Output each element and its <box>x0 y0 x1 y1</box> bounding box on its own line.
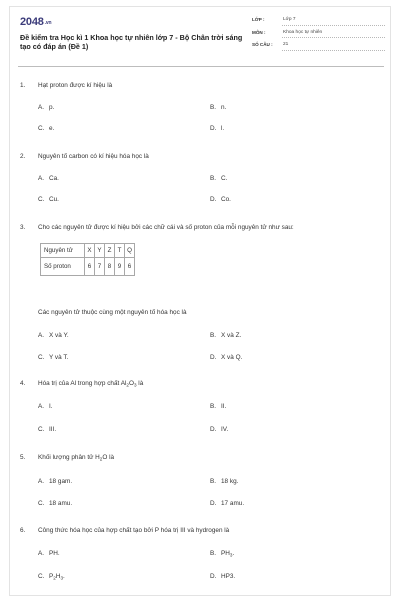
meta-key: MÔN : <box>252 29 266 35</box>
document-header <box>20 14 385 64</box>
meta-key: SỐ CÂU : <box>252 42 273 47</box>
header-divider <box>18 66 384 67</box>
table-cell: 7 <box>95 258 105 276</box>
question-number: 6. <box>20 527 26 534</box>
table-cell: Z <box>105 244 115 258</box>
table-cell: 6 <box>125 258 135 276</box>
meta-row-subject <box>252 28 385 41</box>
meta-row-question-count <box>252 40 385 53</box>
table-cell: X <box>85 244 95 258</box>
option-c[interactable]: C. III. <box>38 426 57 433</box>
table-cell: T <box>115 244 125 258</box>
option-a[interactable]: A. Ca. <box>38 175 59 182</box>
option-a[interactable]: A. I. <box>38 403 53 410</box>
question-text: Cho các nguyên tử được kí hiệu bởi các chữ cái và số proton của mỗi nguyên tử như sau: <box>38 224 294 231</box>
question-number: 2. <box>20 153 26 160</box>
meta-value: 21 <box>282 42 385 51</box>
option-c[interactable]: C. Y và T. <box>38 354 69 361</box>
question-number: 4. <box>20 380 26 387</box>
document-title: Đề kiểm tra Học kì 1 Khoa học tự nhiên lớp 7 - Bộ Chân trời sáng tạo có đáp án (Đề 1) <box>20 33 243 51</box>
option-a[interactable]: A. X và Y. <box>38 332 69 339</box>
option-b[interactable]: B. $PH_3$. <box>210 550 235 558</box>
option-d[interactable]: D. X và Q. <box>210 354 243 361</box>
question-text: Công thức hóa học của hợp chất tạo bởi P hóa trị III và hydrogen là <box>38 527 230 534</box>
proton-table <box>40 243 135 276</box>
option-b[interactable]: B. 18 kg. <box>210 478 239 485</box>
option-b[interactable]: B. n. <box>210 104 227 111</box>
page-frame <box>9 6 391 596</box>
option-c[interactable]: C. $P_2H_3$. <box>38 573 65 581</box>
table-row <box>41 244 135 258</box>
document-meta <box>252 15 385 53</box>
meta-value: Khoa học tự nhiên <box>282 30 385 39</box>
question-text: Hạt proton được kí hiệu là <box>38 82 113 89</box>
table-cell: Nguyên tử <box>41 244 85 258</box>
option-d[interactable]: D. HP3. <box>210 573 236 580</box>
option-a[interactable]: A. PH. <box>38 550 60 557</box>
table-row <box>41 258 135 276</box>
site-logo[interactable]: 2048.vn <box>20 16 52 28</box>
question-text: Nguyên tố carbon có kí hiệu hóa học là <box>38 153 149 160</box>
question-number: 3. <box>20 224 26 231</box>
table-cell: 9 <box>115 258 125 276</box>
option-d[interactable]: D. IV. <box>210 426 229 433</box>
meta-value: Lớp 7 <box>282 17 385 26</box>
meta-key: LỚP : <box>252 17 265 22</box>
option-a[interactable]: A. p. <box>38 104 55 111</box>
option-c[interactable]: C. Cu. <box>38 196 59 203</box>
question-text: Khối lượng phân tử $H_2O$ là <box>38 454 115 462</box>
option-c[interactable]: C. 18 amu. <box>38 500 73 507</box>
option-d[interactable]: D. 17 amu. <box>210 500 245 507</box>
option-d[interactable]: D. l. <box>210 125 225 132</box>
option-a[interactable]: A. 18 gam. <box>38 478 73 485</box>
option-b[interactable]: B. C. <box>210 175 228 182</box>
table-cell: 8 <box>105 258 115 276</box>
question-number: 5. <box>20 454 26 461</box>
meta-row-class <box>252 15 385 28</box>
option-c[interactable]: C. e. <box>38 125 55 132</box>
option-b[interactable]: B. II. <box>210 403 227 410</box>
question-subtext: Các nguyên tử thuộc cùng một nguyên tố hóa học là <box>38 309 187 316</box>
option-b[interactable]: B. X và Z. <box>210 332 242 339</box>
table-cell: Q <box>125 244 135 258</box>
table-cell: 6 <box>85 258 95 276</box>
table-cell: Y <box>95 244 105 258</box>
option-d[interactable]: D. Co. <box>210 196 231 203</box>
table-cell: Số proton <box>41 258 85 276</box>
question-number: 1. <box>20 82 26 89</box>
question-text: Hóa trị của Al trong hợp chất $Al_2O_3$ là <box>38 380 144 388</box>
